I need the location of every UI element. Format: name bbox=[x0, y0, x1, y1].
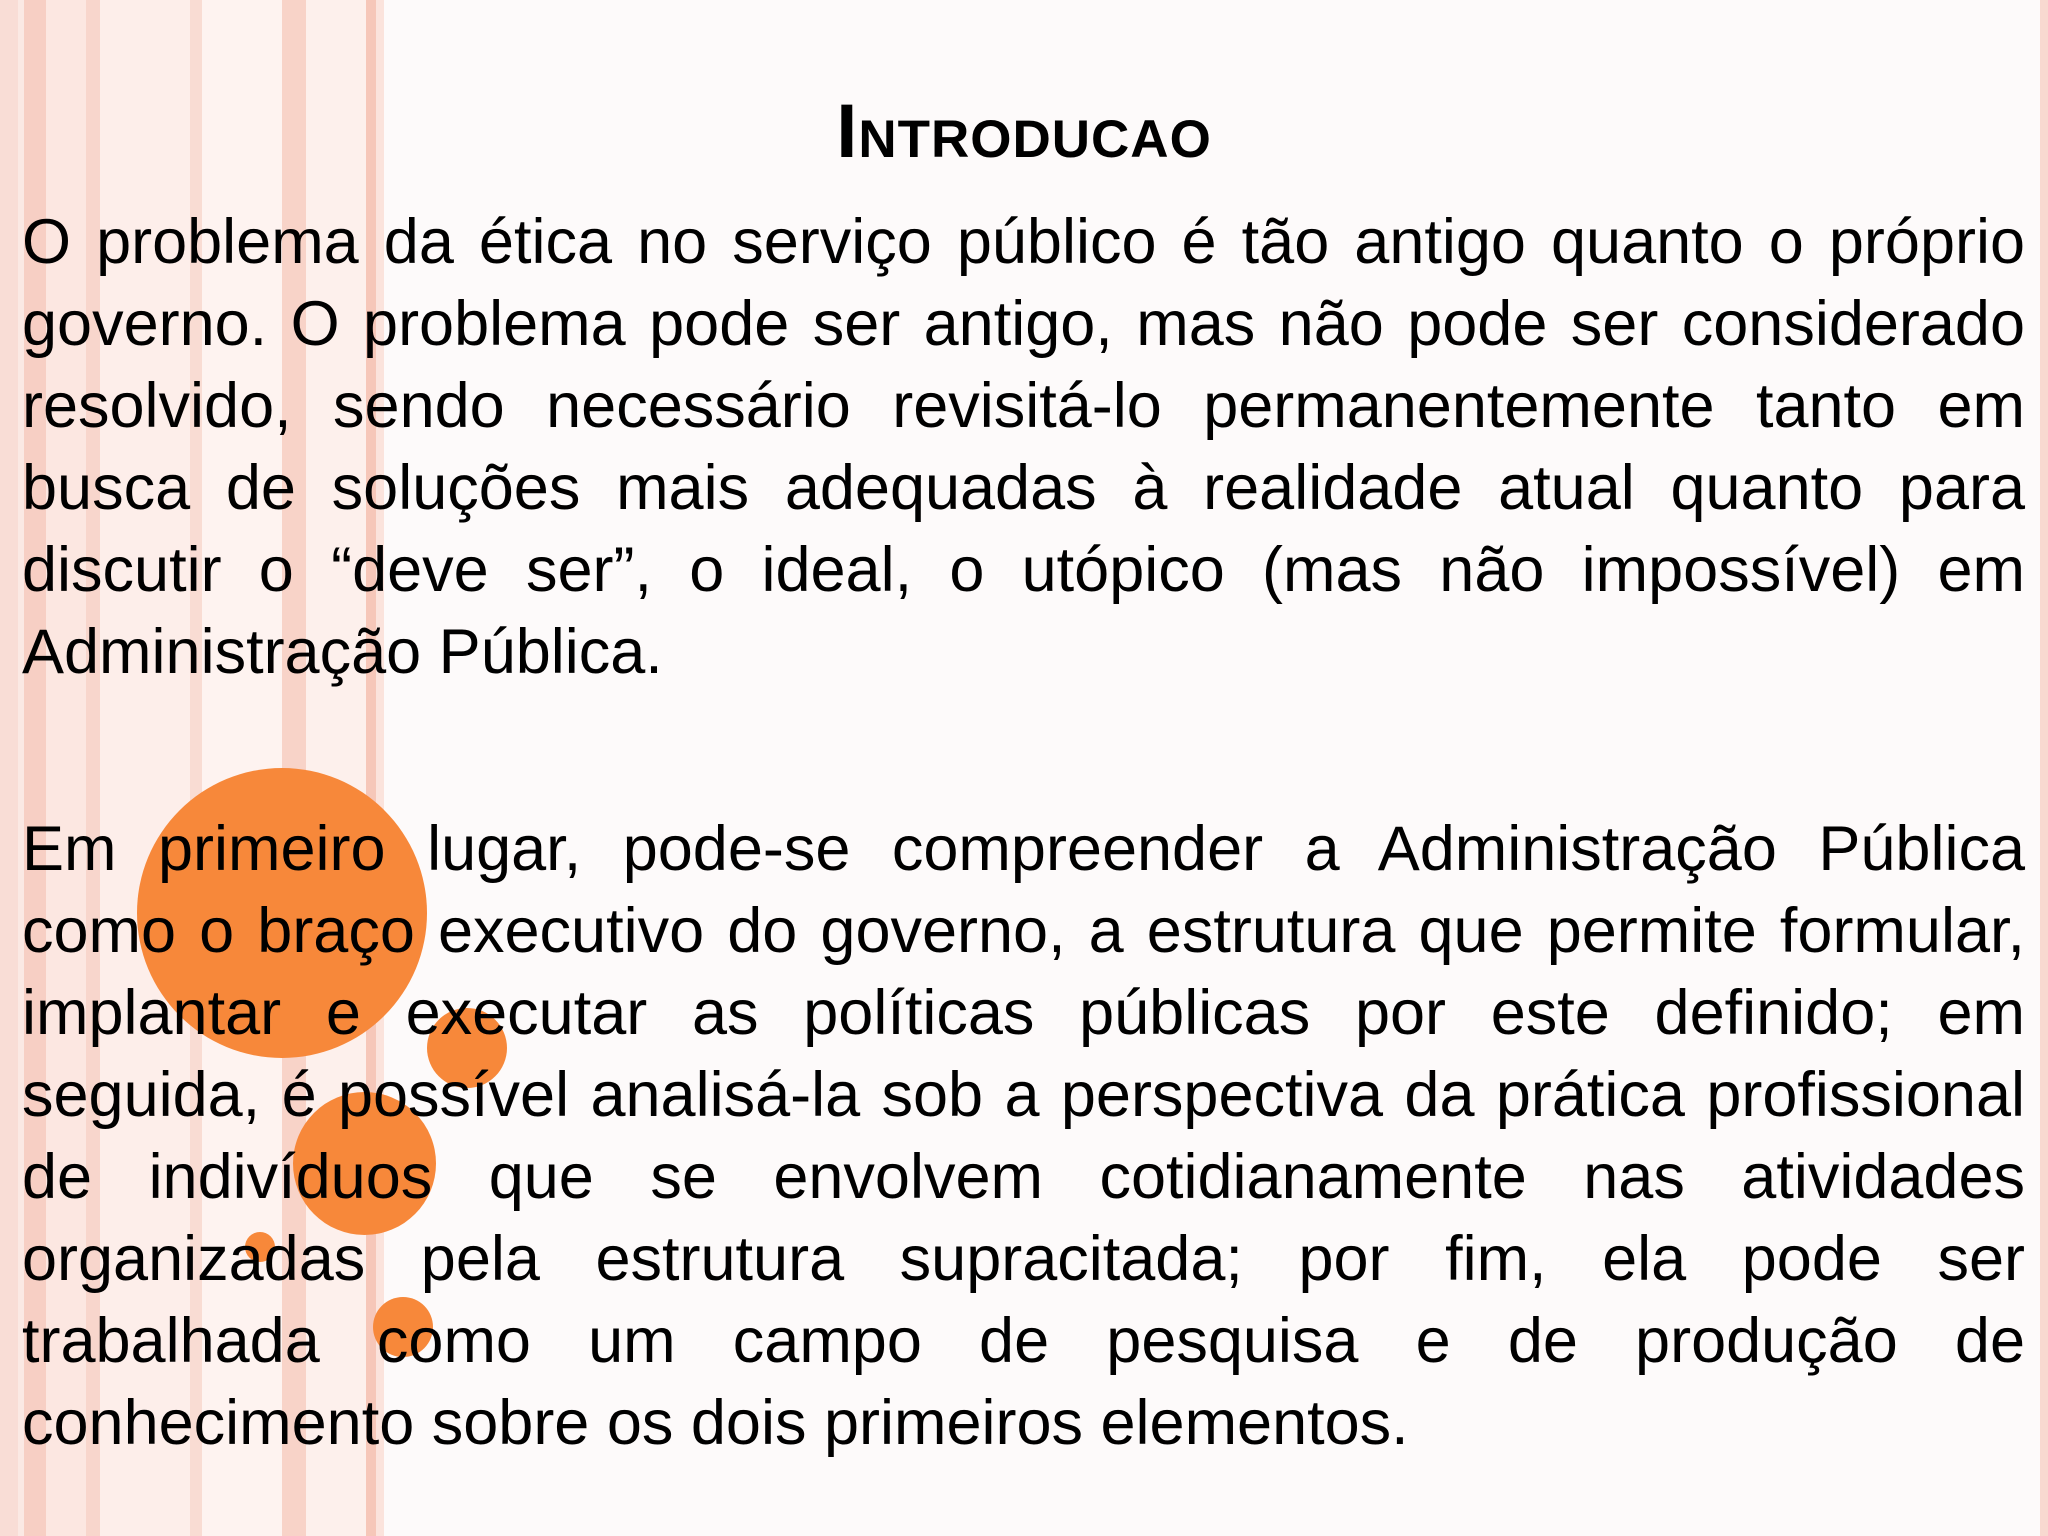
decorative-stripe-right bbox=[2040, 0, 2048, 1536]
body-paragraph-2: Em primeiro lugar, pode-se compreender a Administração Pública como o braço executivo do governo, a estrutura que permite formular, implantar e executar as políticas públicas por este definido; em seguida, é possível analisá-la sob a perspectiva da prática profissional de indivíduos que se envolvem cotidianamente nas atividades organizadas pela estrutura supracitada; por fim, ela pode ser trabalhada como um campo de pesquisa e de produção de conhecimento sobre os dois primeiros elementos. bbox=[22, 814, 2025, 1458]
body-paragraph-1: O problema da ética no serviço público é tão antigo quanto o próprio governo. O problema pode ser antigo, mas não pode ser considerado resolvido, sendo necessário revisitá-lo permanentemente tanto em busca de soluções mais adequadas à realidade atual quanto para discutir o “deve ser”, o ideal, o utópico (mas não impossível) em Administração Pública. bbox=[22, 207, 2025, 687]
decorative-stripe bbox=[0, 0, 18, 1536]
slide-title: Introducao bbox=[836, 89, 1212, 174]
